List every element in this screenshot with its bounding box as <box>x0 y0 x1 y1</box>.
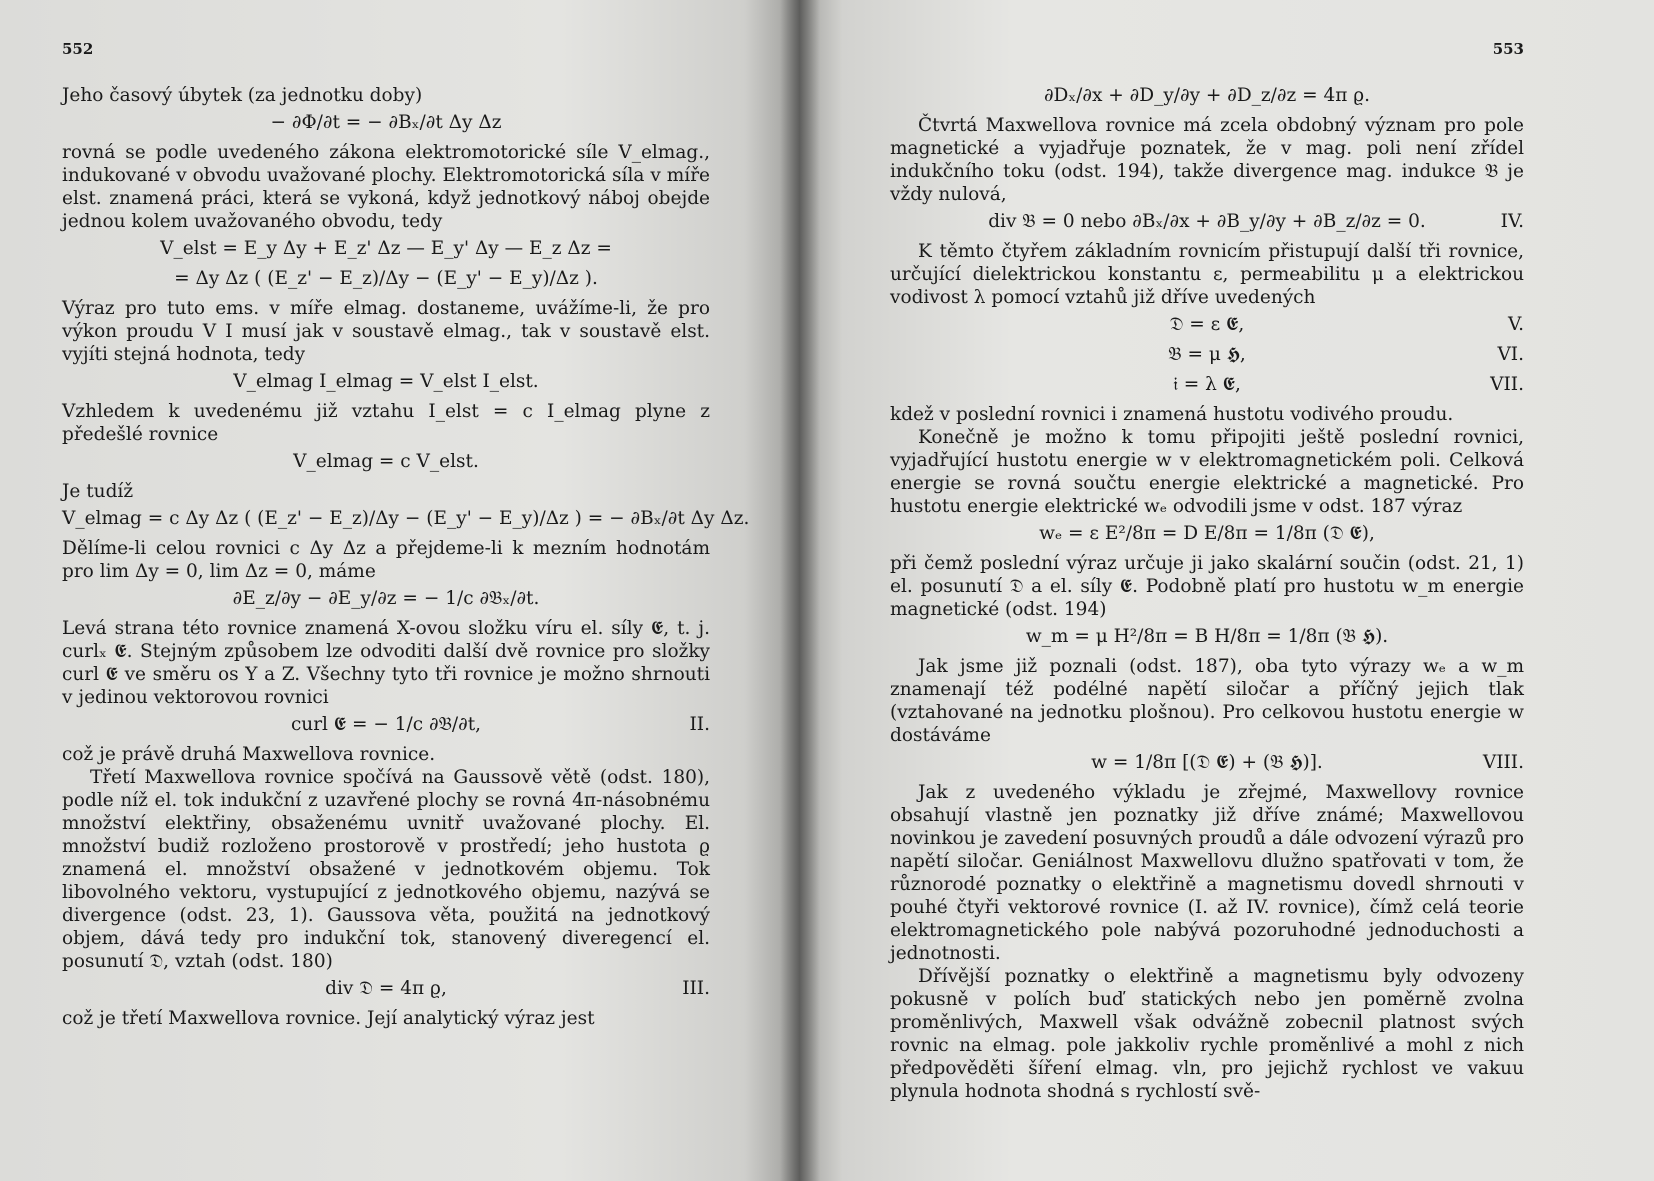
paragraph-fourth: Čtvrtá Maxwellova rovnice má zcela obdobný význam pro pole magnetické a vyjadřuje poznatek, že v mag. poli není zřídel indukčního toku (odst. 194), takže divergence mag. indukce 𝔅 je vždy nulová, <box>890 115 1524 205</box>
paragraph-earlier: Dřívější poznatky o elektřině a magnetismu byly odvozeny pokusně v polích buď statických nebo jen poměrně zvolna proměnlivých, Maxwell však odvážně zobecnil platnost svých rovnic na elmag. pole jakkoliv rychle proměnlivé a mohl z nich předpověděti šíření elmag. vln, pro jejichž rychlost ve vakuu plynula hodnota shodná s rychlostí svě- <box>890 966 1524 1102</box>
equation-vii <box>890 373 1524 397</box>
paragraph-relation: Vzhledem k uvedenému již vztahu I_elst = c I_elmag plyne z předešlé rovnice <box>62 401 710 445</box>
equation-vi-body: 𝔅 = μ 𝕳, <box>1168 344 1246 365</box>
equation-ii-body: curl 𝕰 = − 1/c ∂𝔅/∂t, <box>290 714 482 735</box>
equation-div-d: ∂Dₓ/∂x + ∂D_y/∂y + ∂D_z/∂z = 4π ϱ. <box>1043 85 1371 106</box>
equation-relation: V_elmag = c V_elst. <box>293 451 479 472</box>
equation-viii-body: w = 1/8π [(𝔇 𝕰) + (𝔅 𝕳)]. <box>1091 752 1323 773</box>
equation-vii-number: VII. <box>1490 374 1524 395</box>
equation-ii <box>62 713 710 737</box>
equation-iv-body: div 𝔅 = 0 nebo ∂Bₓ/∂x + ∂B_y/∂y + ∂B_z/∂z = 0. <box>988 211 1426 232</box>
left-page <box>0 0 800 1181</box>
paragraph-emf: rovná se podle uvedeného zákona elektromotorické síle V_elmag., indukované v obvodu uvažované plochy. Elektromotorická síla v míře elst. znamená práci, která se vykoná, když jednotkový náboj obejde jednou kolem uvažovaného obvodu, tedy <box>62 142 710 232</box>
equation-wm: w_m = μ H²/8π = B H/8π = 1/8π (𝔅 𝕳). <box>1025 626 1389 647</box>
right-page <box>800 0 1654 1181</box>
paragraph-curl: Levá strana této rovnice znamená X-ovou složku víru el. síly 𝕰, t. j. curlₓ 𝕰. Stejným způsobem lze odvoditi další dvě rovnice pro složky curl 𝕰 ve směru os Y a Z. Všechny tyto tři rovnice je možno shrnouti v jedinou vektorovou rovnici <box>62 618 710 708</box>
paragraph-second: což je právě druhá Maxwellova rovnice. <box>62 744 436 765</box>
equation-limit: ∂E_z/∂y − ∂E_y/∂z = − 1/c ∂𝔅ₓ/∂t. <box>232 588 540 609</box>
page-number-right: 553 <box>1492 40 1524 58</box>
paragraph-energy: Konečně je možno k tomu připojiti ještě poslední rovnici, vyjadřující hustotu energie w v elektromagnetickém poli. Celková energie se rovná součtu energie elektrické a magnetické. Pro hustotu energie elektrické wₑ odvodili jsme v odst. 187 výraz <box>890 427 1524 517</box>
paragraph-kdez: kdež v poslední rovnici i znamená hustotu vodivého proudu. <box>890 404 1454 425</box>
paragraph-third: Třetí Maxwellova rovnice spočívá na Gaussově větě (odst. 180), podle níž el. tok indukční z uzavřené plochy se rovná 4π-násobnému množství elektřiny, obsaženému uvnitř uvažované plochy. El. množství budiž rozloženo prostorově v prostředí; jeho hustota ϱ znamená el. množství obsažené v jednotkovém objemu. Tok libovolného vektoru, vystupující z jednotkového objemu, nazývá se divergence (odst. 23, 1). Gaussova věta, použitá na jednotkový objem, dává tedy pro indukční tok, stanovený diveregencí el. posunutí 𝔇, vztah (odst. 180) <box>62 767 710 972</box>
equation-v-body: 𝔇 = ε 𝕰, <box>1169 314 1245 335</box>
equation-power: V_elmag I_elmag = V_elst I_elst. <box>233 371 539 392</box>
equation-we: wₑ = ε E²/8π = D E/8π = 1/8π (𝔇 𝕰), <box>1039 523 1375 544</box>
paragraph-ems: Výraz pro tuto ems. v míře elmag. dostaneme, uvážíme-li, že pro výkon proudu V I musí jak v soustavě elmag., tak v soustavě elst. vyjíti stejná hodnota, tedy <box>62 298 710 365</box>
equation-iv <box>890 210 1524 234</box>
paragraph-maxwell-novelty: Jak z uvedeného výkladu je zřejmé, Maxwellovy rovnice obsahují vlastně jen poznatky již dříve známé; Maxwellovou novinkou je zavedení posuvných proudů a dále odvození výrazů pro napětí siločar. Geniálnost Maxwellovu dlužno spatřovati v tom, že různorodé poznatky o elektřině a magnetismu dovedl shrnouti v pouhé čtyři vektorové rovnice (I. až IV. rovnice), čímž celá teorie elektromagnetického pole nabývá pozoruhodné jednoduchosti a jednotnosti. <box>890 782 1524 964</box>
equation-combined: V_elmag = c Δy Δz ( (E_z' − E_z)/Δy − (E_y' − E_y)/Δz ) = − ∂Bₓ/∂t Δy Δz. <box>62 508 750 529</box>
equation-viii-number: VIII. <box>1482 752 1524 773</box>
equation-vi <box>890 343 1524 367</box>
equation-v-number: V. <box>1507 314 1524 335</box>
paragraph-divide: Dělíme-li celou rovnici c Δy Δz a přejdeme-li k mezním hodnotám pro lim Δy = 0, lim Δz = 0, máme <box>62 538 710 582</box>
paragraph-last: což je třetí Maxwellova rovnice. Její analytický výraz jest <box>62 1008 595 1029</box>
equation-vi-number: VI. <box>1497 344 1524 365</box>
equation-v <box>890 313 1524 337</box>
equation-flux: − ∂Φ/∂t = − ∂Bₓ/∂t Δy Δz <box>270 112 502 133</box>
equation-velst-1: V_elst = E_y Δy + E_z' Δz — E_y' Δy — E_z Δz = <box>160 238 612 259</box>
equation-ii-number: II. <box>689 714 710 735</box>
paragraph-tedy: Je tudíž <box>62 481 134 502</box>
paragraph-intro: Jeho časový úbytek (za jednotku doby) <box>62 85 423 106</box>
equation-iii-body: div 𝔇 = 4π ϱ, <box>325 978 447 999</box>
equation-velst-2: = Δy Δz ( (E_z' − E_z)/Δy − (E_y' − E_y)/Δz ). <box>174 268 598 289</box>
book-gutter <box>780 0 820 1181</box>
page-number-left: 552 <box>62 40 94 58</box>
equation-iv-number: IV. <box>1500 211 1524 232</box>
equation-vii-body: 𝔦 = λ 𝕰, <box>1173 374 1241 395</box>
paragraph-three-more: K těmto čtyřem základním rovnicím přistupují další tři rovnice, určující dielektrickou konstantu ε, permeabilitu μ a elektrickou vodivost λ pomocí vztahů již dříve uvedených <box>890 241 1524 308</box>
paragraph-tension: Jak jsme již poznali (odst. 187), oba tyto výrazy wₑ a w_m znamenají též podélné napětí siločar a příčný jejich tlak (vztahované na jednotku plošnou). Pro celkovou hustotu energie w dostáváme <box>890 656 1524 746</box>
equation-viii <box>890 751 1524 775</box>
paragraph-scalar: při čemž poslední výraz určuje ji jako skalární součin (odst. 21, 1) el. posunutí 𝔇 a el. síly 𝕰. Podobně platí pro hustotu w_m energie magnetické (odst. 194) <box>890 553 1524 620</box>
equation-iii-number: III. <box>682 978 710 999</box>
equation-iii <box>62 977 710 1001</box>
